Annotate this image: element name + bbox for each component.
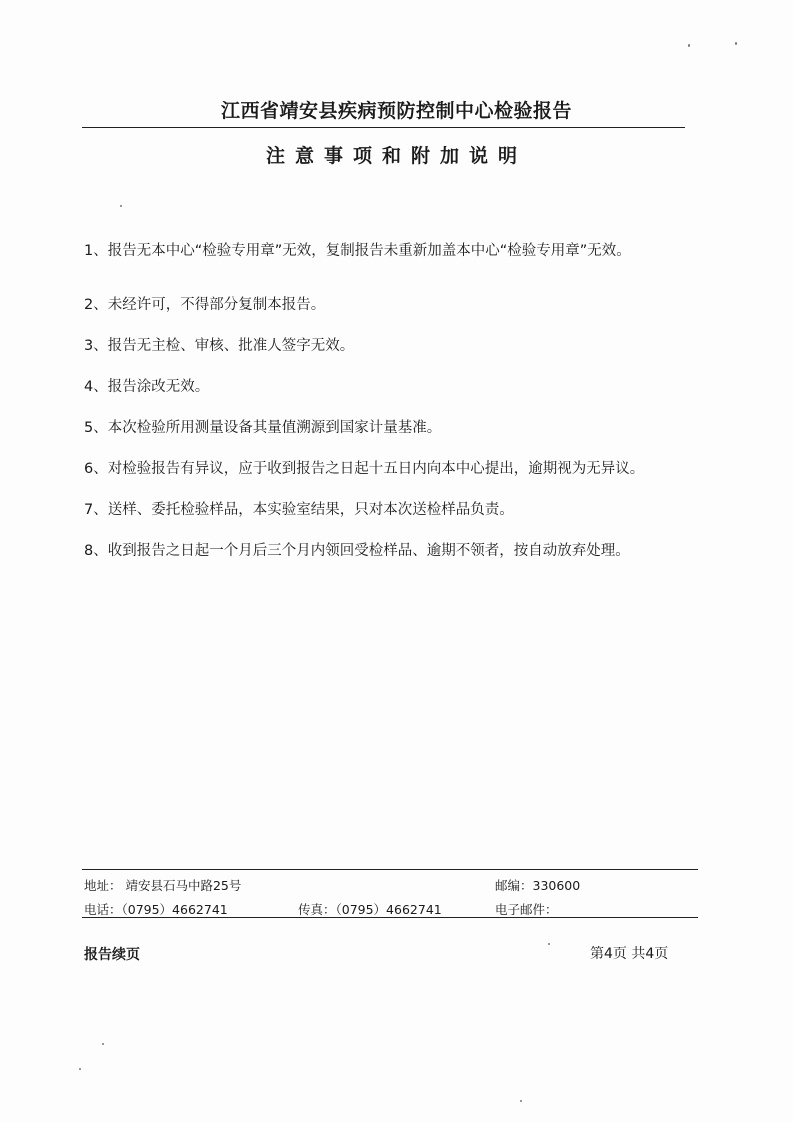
header-divider (82, 127, 685, 128)
footer-row-address (84, 876, 698, 894)
note-number: 2、 (84, 297, 108, 313)
note-text: 对检验报告有异议，应于收到报告之日起十五日内向本中心提出，逾期视为无异议。 (107, 461, 645, 477)
report-continued-label: 报告续页 (84, 947, 140, 963)
note-text: 送样、委托检验样品，本实验室结果，只对本次送检样品负责。 (107, 502, 514, 518)
note-number: 8、 (84, 543, 108, 559)
note-text: 未经许可，不得部分复制本报告。 (107, 297, 326, 313)
footer-address: 地址： 靖安县石马中路25号 (84, 878, 242, 893)
note-text: 本次检验所用测量设备其量值溯源到国家计量基准。 (107, 420, 442, 436)
note-number: 1、 (84, 243, 108, 259)
note-number: 5、 (84, 420, 108, 436)
footer-divider-bottom (82, 917, 698, 918)
note-item-8 (84, 541, 694, 561)
note-item-5 (84, 418, 694, 438)
scan-speck (120, 205, 122, 207)
scan-speck (79, 1068, 81, 1070)
note-item-4 (84, 377, 694, 397)
org-title: 江西省靖安县疾病预防控制中心检验报告 (220, 100, 572, 122)
note-item-7 (84, 500, 694, 520)
notes-list (84, 241, 694, 582)
note-item-6 (84, 459, 694, 479)
footer-row-contact (84, 900, 698, 918)
scan-speck (102, 1043, 104, 1045)
scan-speck (520, 1100, 522, 1102)
note-number: 4、 (84, 379, 108, 395)
scan-speck (735, 42, 737, 45)
note-item-1 (84, 241, 694, 274)
note-item-2 (84, 295, 694, 315)
footer-divider-top (82, 869, 698, 870)
note-item-3 (84, 336, 694, 356)
note-text: 报告无本中心“检验专用章”无效，复制报告未重新加盖本中心“检验专用章”无效。 (107, 243, 631, 259)
footer-email: 电子邮件： (495, 902, 558, 917)
scan-speck (688, 44, 690, 47)
section-title: 注意事项和附加说明 (265, 145, 527, 167)
note-text: 收到报告之日起一个月后三个月内领回受检样品、逾期不领者，按自动放弃处理。 (107, 543, 630, 559)
footer-postcode: 邮编：330600 (495, 878, 581, 893)
note-number: 3、 (84, 338, 108, 354)
note-text: 报告无主检、审核、批准人签字无效。 (107, 338, 355, 354)
note-number: 7、 (84, 502, 108, 518)
footer-phone: 电话：（0795）4662741 (84, 902, 228, 917)
note-number: 6、 (84, 461, 108, 477)
page-number: 第4页 共4页 (590, 946, 669, 962)
scan-speck (548, 943, 550, 945)
note-text: 报告涂改无效。 (107, 379, 210, 395)
footer-fax: 传真：（0795）4662741 (298, 902, 442, 917)
